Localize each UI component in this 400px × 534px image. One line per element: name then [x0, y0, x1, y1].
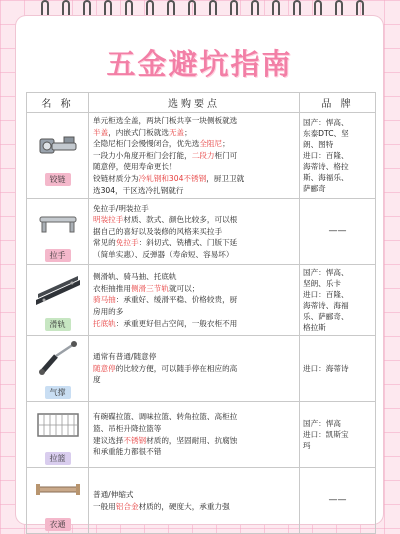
- tip-text: 衣柜抽推用: [93, 283, 131, 293]
- tip-text: 常见的: [93, 238, 116, 248]
- item-name-cell: [27, 265, 89, 336]
- brand-line: 国产：悍高、: [303, 268, 349, 278]
- brand-line: 萨郦奇: [303, 184, 326, 194]
- tip-text: 铰链材质分为: [93, 173, 139, 183]
- brand-line: 海蒂诗、格拉: [303, 162, 349, 172]
- brand-line: ——: [328, 226, 347, 237]
- table-header-row: [27, 93, 376, 113]
- tip-line: [93, 185, 295, 197]
- tip-line: [93, 306, 295, 318]
- tip-line: [93, 115, 295, 127]
- item-tips-cell: [89, 468, 300, 534]
- tip-line: [93, 374, 295, 386]
- tip-line: [93, 501, 295, 513]
- item-label: 滑轨: [45, 318, 71, 331]
- tip-text: 度: [93, 375, 101, 385]
- tip-highlight: 托底轨: [93, 318, 116, 328]
- tip-text: 侧滑轨、骑马抽、托底轨: [93, 272, 177, 282]
- item-label: 拉篮: [45, 452, 71, 465]
- table-row: [27, 265, 376, 336]
- tip-text: 和承重能力都很不错: [93, 447, 162, 457]
- tip-line: [93, 489, 295, 501]
- tip-text: ；: [184, 127, 192, 137]
- brand-line: ——: [328, 495, 347, 506]
- tip-text: 就可以；: [168, 283, 200, 293]
- tip-text: （简单实惠）、反弹器（寿命短、容易坏）: [93, 250, 234, 260]
- tip-line: [93, 161, 295, 173]
- tip-line: [93, 203, 295, 215]
- wardrobe-rod-icon: [34, 470, 82, 510]
- tip-line: [93, 351, 295, 363]
- tip-text: 柜门可: [214, 150, 238, 160]
- tip-line: [93, 214, 295, 226]
- item-tips-cell: [89, 199, 300, 265]
- brand-line: 进口：凯斯宝: [303, 430, 349, 440]
- header-name: 名 称: [27, 93, 89, 113]
- brand-line: 国产：悍高、: [303, 118, 349, 128]
- item-brand-cell: [300, 336, 376, 402]
- table-row: [27, 336, 376, 402]
- tip-highlight: 二段力: [191, 150, 215, 160]
- tip-highlight: 冷轧钢和304不锈钢: [138, 173, 207, 183]
- tip-text: ：承重好、缓滑平稳、价格较贵，厨: [115, 295, 238, 305]
- tip-text: 有碗碟拉篮、调味拉篮、转角拉篮、高柜拉: [93, 412, 238, 422]
- item-brand-cell: [300, 468, 376, 534]
- tip-text: 房用的多: [93, 306, 124, 316]
- tip-line: [93, 150, 295, 162]
- tip-line: [93, 249, 295, 261]
- tip-line: [93, 318, 295, 330]
- tip-text: ，厨卫卫就: [206, 173, 245, 183]
- tip-line: [93, 173, 295, 185]
- tip-line: [93, 283, 295, 295]
- tip-highlight: 随意停: [93, 363, 116, 373]
- item-name-cell: [27, 199, 89, 265]
- brand-line: 格拉斯: [303, 323, 326, 333]
- header-brand: 品 牌: [300, 93, 376, 113]
- brand-line: 进口：海蒂诗: [303, 364, 349, 374]
- tip-highlight: 无盖: [168, 127, 185, 137]
- tip-line: [93, 138, 295, 150]
- item-name-cell: [27, 468, 89, 534]
- tip-highlight: 半盖: [93, 127, 109, 137]
- tip-text: 据自己的喜好以及装修的风格来买拉手: [93, 226, 223, 236]
- item-label: 铰链: [45, 173, 71, 186]
- tip-text: 篮、吊柜升降拉篮等: [93, 424, 162, 434]
- tip-text: 普通/伸缩式: [93, 490, 134, 500]
- pull-basket-icon: [34, 404, 82, 444]
- tip-line: [93, 226, 295, 238]
- table-row: [27, 468, 376, 534]
- item-name-cell: [27, 402, 89, 468]
- tip-text: 全隐尼柜门会慢慢闭合，优先选: [93, 139, 200, 149]
- hinge-icon: [34, 125, 82, 165]
- tip-text: 选304，干区选冷扎钢就行: [93, 185, 184, 195]
- tip-text: 建议选择: [93, 435, 124, 445]
- brand-line: 进口：百隆、: [303, 151, 349, 161]
- tip-highlight: 侧滑三节轨: [130, 283, 169, 293]
- brand-line: 海蒂诗、海福: [303, 301, 349, 311]
- tip-line: [93, 294, 295, 306]
- tip-text: 随意停，使用寿命更长！: [93, 162, 177, 172]
- slide-rail-icon: [34, 270, 82, 310]
- tip-line: [93, 411, 295, 423]
- brand-line: 坚朗、乐卡: [303, 279, 341, 289]
- tip-highlight: 全阻尼: [199, 139, 223, 149]
- tip-text: ：斜切式、铣槽式、门版下延: [138, 238, 238, 248]
- item-tips-cell: [89, 113, 300, 199]
- brand-line: 东泰DTC、坚: [303, 129, 349, 139]
- brand-line: 乐、萨郦奇、: [303, 312, 349, 322]
- tip-highlight: 骑马抽: [93, 295, 116, 305]
- hardware-table: [26, 92, 376, 534]
- tip-text: 材质的，硬度大，承重力强: [138, 501, 230, 511]
- guide-card: [16, 16, 383, 530]
- table-row: [27, 402, 376, 468]
- tip-line: [93, 435, 295, 447]
- tip-highlight: 免拉手: [115, 238, 139, 248]
- tip-highlight: 不锈钢: [123, 435, 147, 445]
- item-label: 气撑: [45, 386, 71, 399]
- tip-line: [93, 446, 295, 458]
- tip-highlight: 铝合金: [115, 501, 139, 511]
- tip-highlight: 明装拉手: [93, 215, 124, 225]
- tip-line: [93, 423, 295, 435]
- item-brand-cell: [300, 199, 376, 265]
- brand-line: 进口：百隆、: [303, 290, 349, 300]
- tip-line: [93, 363, 295, 375]
- tip-text: 材质、款式、颜色比较多，可以根: [123, 215, 238, 225]
- tip-text: 免拉手/明装拉手: [93, 203, 149, 213]
- header-tips: 选购要点: [89, 93, 300, 113]
- gas-strut-icon: [34, 338, 82, 378]
- item-label: 衣通: [45, 518, 71, 531]
- table-row: [27, 113, 376, 199]
- table-row: [27, 199, 376, 265]
- page-title: 五金避坑指南: [106, 47, 293, 81]
- tip-text: 一段力小角度开柜门会打能，: [93, 150, 192, 160]
- tip-line: [93, 237, 295, 249]
- handle-icon: [34, 201, 82, 241]
- tip-text: 通常有普通/随意停: [93, 352, 157, 362]
- item-label: 拉手: [45, 249, 71, 262]
- item-brand-cell: [300, 113, 376, 199]
- brand-line: 国产：悍高: [303, 419, 341, 429]
- tip-text: 的比较方便，可以随手停在相应的高: [115, 363, 238, 373]
- tip-text: 一般用: [93, 501, 116, 511]
- item-brand-cell: [300, 402, 376, 468]
- brand-line: 朗、图特: [303, 140, 334, 150]
- tip-text: 材质的，坚固耐用、抗腐蚀: [146, 435, 238, 445]
- brand-line: 玛: [303, 441, 311, 451]
- tip-line: [93, 271, 295, 283]
- brand-line: 斯、海福乐、: [303, 173, 349, 183]
- tip-text: ；: [222, 139, 230, 149]
- item-name-cell: [27, 113, 89, 199]
- item-tips-cell: [89, 402, 300, 468]
- item-name-cell: [27, 336, 89, 402]
- item-tips-cell: [89, 265, 300, 336]
- tip-line: [93, 127, 295, 139]
- tip-text: 单元柜选全盖，两块门板共享一块侧板就选: [93, 116, 238, 125]
- tip-text: ：承重更好但占空间，一般衣柜不用: [115, 318, 238, 328]
- item-brand-cell: [300, 265, 376, 336]
- tip-text: ，内嵌式门板就选: [108, 127, 169, 137]
- item-tips-cell: [89, 336, 300, 402]
